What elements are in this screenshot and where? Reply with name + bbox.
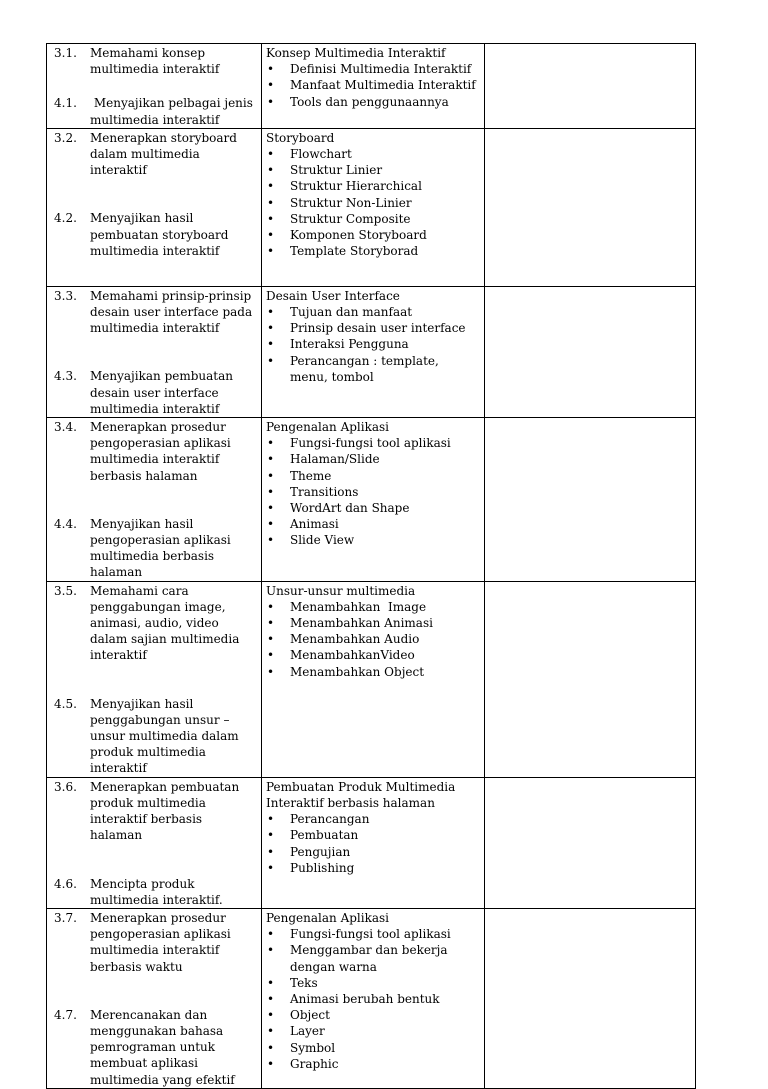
competency-number: 3.4. — [54, 420, 77, 435]
list-item — [266, 94, 480, 110]
competency-item — [51, 45, 257, 77]
list-item — [266, 195, 480, 211]
topic-list — [266, 61, 480, 110]
list-item — [266, 468, 480, 484]
list-item-text: MenambahkanVideo — [290, 648, 415, 663]
table-row — [47, 44, 696, 129]
list-item — [266, 451, 480, 467]
bullet-icon: • — [267, 321, 275, 336]
competency-number: 4.6. — [54, 876, 77, 891]
list-item-text: Teks — [290, 975, 318, 990]
table-row — [47, 908, 696, 1088]
list-item-text: Object — [290, 1008, 330, 1023]
list-item-text: Interaksi Pengguna — [290, 337, 409, 352]
competency-text: Menerapkan prosedur pengoperasian aplikasi multimedia interaktif berbasis waktu — [90, 910, 235, 974]
competency-item — [51, 368, 257, 417]
list-item-text: Perancangan — [290, 812, 370, 827]
competency-text: Menyajikan hasil pembuatan storyboard multimedia interaktif — [90, 211, 233, 258]
competency-text: Menyajikan hasil pengoperasian aplikasi multimedia berbasis halaman — [90, 516, 235, 580]
list-item-text: Tools dan penggunaannya — [290, 94, 449, 109]
bullet-icon: • — [267, 828, 275, 843]
curriculum-table — [46, 43, 696, 1089]
list-item-text: Definisi Multimedia Interaktif — [290, 62, 472, 77]
list-item — [266, 77, 480, 93]
list-item — [266, 991, 480, 1007]
bullet-icon: • — [267, 484, 275, 499]
competency-item — [51, 419, 257, 484]
material-cell — [262, 128, 485, 286]
competency-cell — [47, 128, 262, 286]
list-item-text: Publishing — [290, 860, 355, 875]
competency-item — [51, 288, 257, 337]
bullet-icon: • — [267, 452, 275, 467]
bullet-icon: • — [267, 616, 275, 631]
table-row — [47, 777, 696, 908]
material-cell — [262, 286, 485, 417]
list-item — [266, 811, 480, 827]
list-item — [266, 304, 480, 320]
bullet-icon: • — [267, 844, 275, 859]
competency-item — [51, 516, 257, 581]
material-cell — [262, 908, 485, 1088]
list-item-text: Pembuatan — [290, 828, 359, 843]
list-item-text: Halaman/Slide — [290, 452, 380, 467]
topic-list — [266, 435, 480, 548]
topic-title: Storyboard — [266, 130, 335, 145]
competency-item — [51, 95, 257, 127]
competency-text: Menyajikan hasil penggabungan unsur – unsur multimedia dalam produk multimedia interaktif — [90, 696, 243, 776]
list-item — [266, 320, 480, 336]
list-item — [266, 844, 480, 860]
list-item-text: Menambahkan Audio — [290, 632, 420, 647]
table-row — [47, 418, 696, 582]
topic-list — [266, 599, 480, 680]
list-item — [266, 178, 480, 194]
topic-list — [266, 926, 480, 1072]
competency-item — [51, 910, 257, 975]
bullet-icon: • — [267, 211, 275, 226]
competency-text: Memahami prinsip-prinsip desain user interface pada multimedia interaktif — [90, 288, 256, 336]
bullet-icon: • — [267, 599, 275, 614]
list-item-text: WordArt dan Shape — [290, 501, 410, 516]
bullet-icon: • — [267, 1040, 275, 1055]
list-item — [266, 975, 480, 991]
empty-cell — [485, 128, 696, 286]
competency-number: 3.6. — [54, 779, 77, 794]
competency-item — [51, 583, 257, 664]
list-item-text: Struktur Linier — [290, 163, 383, 178]
bullet-icon: • — [267, 78, 275, 93]
list-item — [266, 227, 480, 243]
list-item — [266, 61, 480, 77]
competency-text: Memahami cara penggabungan image, animasi, audio, video dalam sajian multimedia interaktif — [90, 583, 244, 663]
list-item — [266, 484, 480, 500]
topic-list — [266, 304, 480, 385]
list-item-text: Animasi — [290, 517, 339, 532]
bullet-icon: • — [267, 163, 275, 178]
competency-number: 3.5. — [54, 583, 77, 598]
competency-text: Memahami konsep multimedia interaktif — [90, 46, 220, 77]
list-item-text: Menambahkan Image — [290, 599, 427, 614]
competency-cell — [47, 418, 262, 582]
list-item — [266, 860, 480, 876]
bullet-icon: • — [267, 195, 275, 210]
competency-item — [51, 130, 257, 179]
list-item — [266, 532, 480, 548]
list-item — [266, 500, 480, 516]
competency-number: 4.4. — [54, 516, 77, 531]
list-item-text: Transitions — [290, 484, 359, 499]
list-item — [266, 827, 480, 843]
competency-text: Mencipta produk multimedia interaktif. — [90, 876, 223, 907]
list-item-text: Perancangan : template, menu, tombol — [290, 353, 443, 384]
bullet-icon: • — [267, 62, 275, 77]
competency-item — [51, 696, 257, 777]
topic-title: Pembuatan Produk Multimedia Interaktif berbasis halaman — [266, 779, 456, 810]
topic-title: Unsur-unsur multimedia — [266, 583, 416, 598]
list-item-text: Komponen Storyboard — [290, 228, 427, 243]
bullet-icon: • — [267, 501, 275, 516]
bullet-icon: • — [267, 179, 275, 194]
list-item-text: Struktur Hierarchical — [290, 179, 422, 194]
bullet-icon: • — [267, 305, 275, 320]
bullet-icon: • — [267, 927, 275, 942]
list-item-text: Struktur Composite — [290, 211, 411, 226]
competency-number: 3.3. — [54, 288, 77, 303]
table-row — [47, 581, 696, 777]
list-item — [266, 516, 480, 532]
list-item-text: Symbol — [290, 1040, 336, 1055]
list-item — [266, 211, 480, 227]
bullet-icon: • — [267, 1008, 275, 1023]
list-item-text: Animasi berubah bentuk — [290, 991, 440, 1006]
bullet-icon: • — [267, 147, 275, 162]
list-item — [266, 353, 480, 385]
list-item-text: Flowchart — [290, 147, 352, 162]
empty-cell — [485, 286, 696, 417]
material-cell — [262, 418, 485, 582]
list-item-text: Layer — [290, 1024, 325, 1039]
bullet-icon: • — [267, 436, 275, 451]
topic-title: Desain User Interface — [266, 288, 400, 303]
list-item — [266, 336, 480, 352]
empty-cell — [485, 908, 696, 1088]
list-item-text: Theme — [290, 468, 332, 483]
list-item-text: Menambahkan Object — [290, 664, 425, 679]
competency-text: Menyajikan pelbagai jenis multimedia interaktif — [90, 96, 257, 127]
bullet-icon: • — [267, 1056, 275, 1071]
table-row — [47, 286, 696, 417]
table-row — [47, 128, 696, 286]
bullet-icon: • — [267, 943, 275, 958]
topic-title: Pengenalan Aplikasi — [266, 910, 390, 925]
list-item — [266, 599, 480, 615]
list-item-text: Manfaat Multimedia Interaktif — [290, 78, 476, 93]
topic-list — [266, 146, 480, 259]
competency-number: 4.7. — [54, 1007, 77, 1022]
list-item — [266, 162, 480, 178]
competency-item — [51, 210, 257, 259]
competency-number: 4.2. — [54, 211, 77, 226]
bullet-icon: • — [267, 517, 275, 532]
competency-text: Menyajikan pembuatan desain user interface multimedia interaktif — [90, 369, 237, 416]
topic-title: Pengenalan Aplikasi — [266, 420, 390, 435]
list-item-text: Fungsi-fungsi tool aplikasi — [290, 436, 451, 451]
competency-text: Menerapkan storyboard dalam multimedia interaktif — [90, 130, 241, 178]
bullet-icon: • — [267, 533, 275, 548]
list-item-text: Prinsip desain user interface — [290, 321, 466, 336]
list-item-text: Pengujian — [290, 844, 351, 859]
bullet-icon: • — [267, 664, 275, 679]
bullet-icon: • — [267, 228, 275, 243]
empty-cell — [485, 777, 696, 908]
list-item — [266, 631, 480, 647]
competency-cell — [47, 44, 262, 129]
empty-cell — [485, 44, 696, 129]
list-item-text: Tujuan dan manfaat — [290, 305, 413, 320]
list-item — [266, 615, 480, 631]
material-cell — [262, 581, 485, 777]
bullet-icon: • — [267, 468, 275, 483]
list-item — [266, 664, 480, 680]
competency-number: 3.2. — [54, 130, 77, 145]
list-item — [266, 1007, 480, 1023]
competency-cell — [47, 777, 262, 908]
bullet-icon: • — [267, 860, 275, 875]
bullet-icon: • — [267, 1024, 275, 1039]
list-item-text: Graphic — [290, 1056, 339, 1071]
list-item — [266, 146, 480, 162]
competency-number: 3.1. — [54, 46, 77, 60]
list-item — [266, 1040, 480, 1056]
competency-text: Menerapkan pembuatan produk multimedia interaktif berbasis halaman — [90, 779, 244, 843]
list-item — [266, 1056, 480, 1072]
list-item — [266, 942, 480, 974]
topic-list — [266, 811, 480, 876]
bullet-icon: • — [267, 991, 275, 1006]
competency-cell — [47, 581, 262, 777]
list-item — [266, 926, 480, 942]
competency-cell — [47, 286, 262, 417]
list-item-text: Struktur Non-Linier — [290, 195, 412, 210]
list-item — [266, 435, 480, 451]
list-item — [266, 243, 480, 259]
bullet-icon: • — [267, 94, 275, 109]
curriculum-table-body — [47, 44, 696, 1089]
list-item-text: Menambahkan Animasi — [290, 616, 433, 631]
bullet-icon: • — [267, 353, 275, 368]
bullet-icon: • — [267, 337, 275, 352]
competency-item — [51, 876, 257, 908]
competency-number: 4.5. — [54, 696, 77, 711]
list-item-text: Menggambar dan bekerja dengan warna — [290, 943, 452, 974]
competency-item — [51, 779, 257, 844]
empty-cell — [485, 581, 696, 777]
bullet-icon: • — [267, 632, 275, 647]
topic-title: Konsep Multimedia Interaktif — [266, 46, 446, 60]
competency-text: Merencanakan dan menggunakan bahasa pemrograman untuk membuat aplikasi multimedia yang efektif — [90, 1007, 235, 1087]
bullet-icon: • — [267, 648, 275, 663]
material-cell — [262, 777, 485, 908]
list-item — [266, 1023, 480, 1039]
bullet-icon: • — [267, 244, 275, 259]
empty-cell — [485, 418, 696, 582]
competency-number: 3.7. — [54, 910, 77, 925]
list-item-text: Fungsi-fungsi tool aplikasi — [290, 927, 451, 942]
list-item — [266, 647, 480, 663]
list-item-text: Template Storyborad — [290, 244, 419, 259]
material-cell — [262, 44, 485, 129]
bullet-icon: • — [267, 812, 275, 827]
list-item-text: Slide View — [290, 533, 355, 548]
competency-number: 4.3. — [54, 369, 77, 384]
competency-text: Menerapkan prosedur pengoperasian aplikasi multimedia interaktif berbasis halaman — [90, 420, 235, 483]
competency-number: 4.1. — [54, 96, 77, 111]
competency-item — [51, 1007, 257, 1088]
competency-cell — [47, 908, 262, 1088]
bullet-icon: • — [267, 975, 275, 990]
